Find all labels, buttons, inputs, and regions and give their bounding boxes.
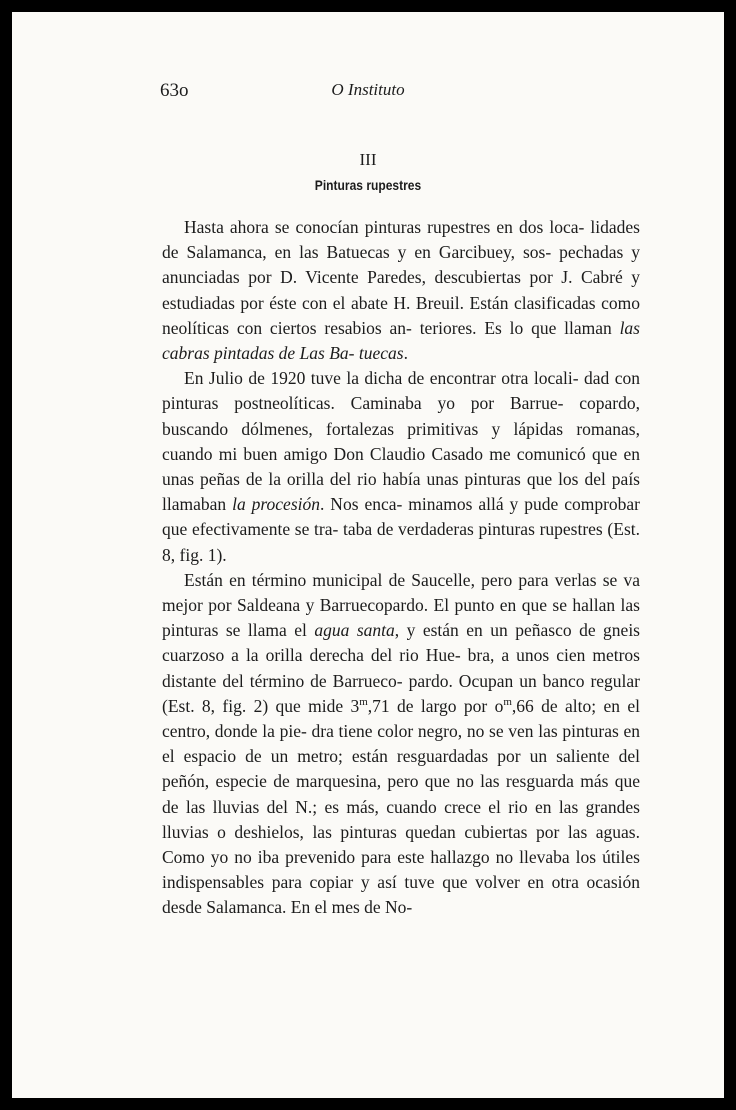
section-numeral: III	[359, 150, 377, 169]
paragraph-2-text-a: En Julio de 1920 tuve la dicha de encontrar otra locali- dad con pinturas postneolíticas. Caminaba yo por Barrue- copardo, buscando dólmenes, fortalezas primitivas y lápidas romanas, cuando mi buen amigo Don Claudio Casado me comunicó que en unas peñas de la orilla del rio había unas pinturas que los del país llamaban	[162, 368, 640, 515]
paragraph-1-italic: las cabras pintadas de Las Ba- tuecas	[162, 317, 640, 364]
book-page	[12, 12, 724, 1098]
paragraph-1-text-a: Hasta ahora se conocían pinturas rupestres en dos loca- lidades de Salamanca, en las Batuecas y en Garcibuey, sos- pechadas y anunciadas por D. Vicente Paredes, descubiertas por J. Cabré y estudiadas por éste con el abate H. Breuil. Están clasificadas como neolíticas con ciertos resabios an- teriores. Es lo que llaman	[162, 217, 640, 338]
body-text	[162, 215, 640, 921]
paragraph-2-italic: la procesión	[232, 494, 320, 515]
paragraph-2	[162, 366, 640, 568]
superscript-meters-1: m	[359, 696, 368, 709]
paragraph-3-text-a: Están en término municipal de Saucelle, pero para verlas se va mejor por Saldeana y Barruecopardo. El punto en que se hallan las pinturas se llama el	[162, 569, 640, 641]
page-header	[12, 74, 724, 104]
section-title: Pinturas rupestres	[314, 177, 422, 193]
superscript-meters-2: m	[503, 696, 512, 709]
paragraph-3-text-e: ,66 de alto; en el centro, donde la pie- dra tiene color negro, no se ven las pinturas en el espacio de un metro; están resguardadas por un saliente del peñón, especie de marquesina, pero que no las resguarda más que de las lluvias del N.; es más, cuando crece el rio en las grandes lluvias o deshielos, las pinturas quedan cubiertas por las aguas. Como yo no iba prevenido para este hallazgo no llevaba los útiles indispensables para copiar y así tuve que volver en otra ocasión desde Salamanca. En el mes de No-	[162, 695, 640, 918]
running-title: O Instituto	[331, 80, 405, 99]
paragraph-3	[162, 568, 640, 921]
paragraph-3-text-d: ,71 de largo por o	[367, 695, 504, 716]
paragraph-3-italic: agua santa	[314, 620, 395, 641]
paragraph-2-text-c: . Nos enca- minamos allá y pude comprobar que efectivamente se tra- taba de verdaderas pinturas rupestres (Est. 8, fig. 1).	[162, 494, 640, 565]
page-number: 63o	[160, 80, 189, 101]
paragraph-1	[162, 215, 640, 366]
paragraph-3-text-c: , y están en un peñasco de gneis cuarzoso a la orilla derecha del rio Hue- bra, a unos cien metros distante del término de Barrueco- pardo. Ocupan un banco regular (Est. 8, fig. 2) que mide 3	[162, 620, 640, 716]
paragraph-1-text-c: .	[403, 343, 408, 364]
